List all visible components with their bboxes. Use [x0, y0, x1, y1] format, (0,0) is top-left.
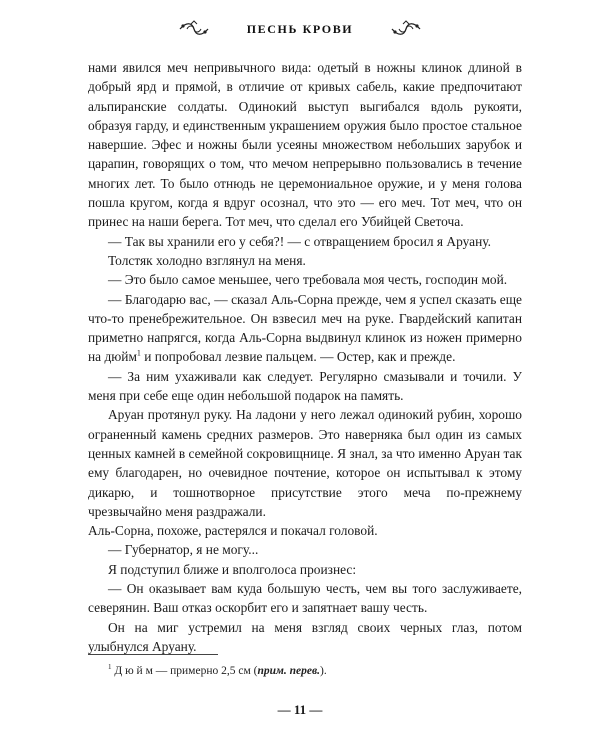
footnote-term: Д ю й м	[114, 664, 153, 677]
paragraph: — Это было самое меньшее, чего требовала моя честь, господин мой.	[108, 272, 508, 288]
page-number: — 11 —	[277, 702, 323, 717]
footnote-reference[interactable]: 1	[136, 348, 141, 358]
paragraph: Аруан протянул руку. На ладони у него лежал одинокий рубин, хорошо ограненный камень средних размеров. Это наверняка был один из самых ценных камней в семейной сокровищнице. Я знал, за что именно Аруан так ему благодарен, но очевидное почтение, которое он испытывал к этому дикарю, и тошнотворное присутствие этого меча по-прежнему чрезвычайно меня раздражали.	[88, 407, 522, 519]
paragraph: — Так вы хранили его у себя?! — с отвращением бросил я Аруану.	[108, 233, 491, 249]
footnote-divider	[88, 654, 218, 655]
footnote	[108, 663, 522, 677]
paragraph: — Губернатор, я не могу...	[108, 542, 259, 558]
footnote-note: прим. перев.	[257, 664, 320, 677]
paragraph: Он на миг устремил на меня взгляд своих черных глаз, потом улыбнулся Аруану.	[88, 619, 522, 654]
running-title: ПЕСНЬ КРОВИ	[246, 21, 354, 36]
fleuron-icon	[390, 20, 422, 38]
paragraph: Аль-Сорна, похоже, растерялся и покачал головой.	[88, 523, 378, 539]
paragraph: Я подступил ближе и вполголоса произнес:	[108, 561, 357, 577]
paragraph-text: и попробовал лезвие пальцем. — Остер, как и прежде.	[140, 349, 456, 365]
running-header	[178, 18, 422, 40]
paragraph-text: — Благодарю вас, — сказал Аль-Сорна прежде, чем я успел сказать еще что-то пренебрежительное. Он взвесил меч на руке. Гвардейский капитан приметно напрягся, когда Аль-Сорна выдвинул клинок из ножен примерно на дюйм	[88, 291, 522, 365]
footnote-marker: 1	[108, 663, 112, 671]
paragraph: — Он оказывает вам куда большую честь, чем вы того заслуживаете, северянин. Ваш отказ оскорбит его и запятнает вашу честь.	[88, 581, 522, 616]
paragraph: Толстяк холодно взглянул на меня.	[108, 252, 306, 268]
paragraph: нами явился меч непривычного вида: одетый в ножны клинок длиной в добрый ярд и прямой, в отличие от кривых сабель, какие предпочитают альпиранские солдаты. Одинокий выступ выгибался вдоль рукояти, образуя гарду, и единственным украшением оружия было простое стальное навершие. Эфес и ножны были усеяны множеством небольших зарубок и царапин, говорящих о том, что мечом непрерывно пользовались в течение многих лет. То было отнюдь не церемониальное оружие, и у меня голова пошла кругом, когда я вдруг осознал, что это — его меч. Тот меч, что он принес на наши берега. Тот меч, что сделал его Убийцей Светоча.	[88, 60, 522, 230]
fleuron-icon	[178, 20, 210, 38]
paragraph: — За ним ухаживали как следует. Регулярно смазывали и точили. У меня при себе еще один небольшой подарок на память.	[88, 368, 522, 404]
body-text	[88, 58, 522, 656]
paragraph	[88, 290, 522, 367]
footnote-text: — примерно 2,5 см (	[152, 664, 258, 677]
footnote-close: ).	[319, 664, 327, 677]
